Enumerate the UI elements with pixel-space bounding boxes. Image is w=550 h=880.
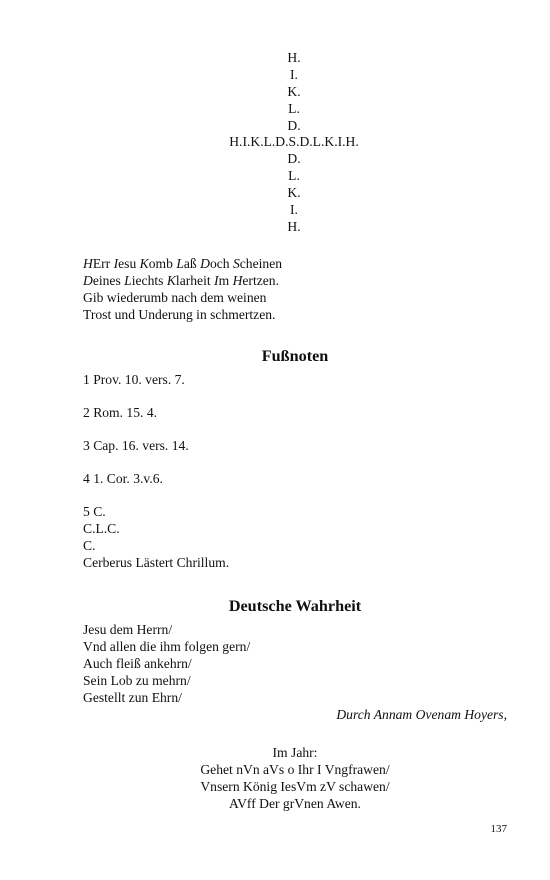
verse-initial: L xyxy=(176,255,184,271)
poem-line: Auch fleiß ankehrn/ xyxy=(83,655,192,671)
verse-line-3: Gib wiederumb nach dem weinen xyxy=(83,289,267,305)
verse-line-4: Trost und Underung in schmertzen. xyxy=(83,306,276,322)
chronogram-line: Vnsern König IesVm zV schawen/ xyxy=(200,778,390,794)
verse-text: larheit xyxy=(175,272,215,288)
footnote-3 xyxy=(83,437,507,454)
verse-text: eines xyxy=(92,272,125,288)
acrostic-line: K. xyxy=(287,185,301,201)
verse-text: Err xyxy=(92,255,114,271)
acrostic-line: L. xyxy=(288,168,300,184)
footnote-text: 1 Prov. 10. vers. 7. xyxy=(83,371,185,387)
acrostic-line: K. xyxy=(287,83,301,99)
footnote-text: 3 Cap. 16. vers. 14. xyxy=(83,437,189,453)
chronogram-line: AVff Der grVnen Awen. xyxy=(229,795,361,811)
poem-line: Jesu dem Herrn/ xyxy=(83,621,173,637)
verse-initial: H xyxy=(232,272,243,288)
footnote-text: 2 Rom. 15. 4. xyxy=(83,404,158,420)
footnote-text: C. xyxy=(83,537,96,553)
footnote-text: C.L.C. xyxy=(83,520,120,536)
verse-line-1 xyxy=(83,255,507,272)
footnotes-heading: Fußnoten xyxy=(261,346,329,365)
footnote-text: 4 1. Cor. 3.v.6. xyxy=(83,470,163,486)
acrostic-line: L. xyxy=(288,100,300,116)
footnote-4 xyxy=(83,470,507,487)
acrostic-figure xyxy=(82,50,506,236)
acrostic-center-line: H.I.K.L.D.S.D.L.K.I.H. xyxy=(229,134,359,150)
verse-initial: I xyxy=(214,272,219,288)
verse-initial: I xyxy=(113,255,119,271)
footnote-text: Cerberus Lästert Chrillum. xyxy=(83,554,230,570)
verse-text: aß xyxy=(183,255,201,271)
chronogram xyxy=(83,744,507,812)
chronogram-line: Im Jahr: xyxy=(272,744,318,760)
footnote-1 xyxy=(83,371,507,388)
verse-text: esu xyxy=(118,255,140,271)
verse-initial: L xyxy=(124,272,132,288)
verse-text: ertzen. xyxy=(242,272,279,288)
chronogram-line: Gehet nVn aVs o Ihr I Vngfrawen/ xyxy=(200,761,390,777)
poem-line: Gestellt zun Ehrn/ xyxy=(83,689,182,705)
acrostic-line: I. xyxy=(290,66,298,82)
verse-text: cheinen xyxy=(239,255,283,271)
footnotes-list xyxy=(83,371,507,571)
verse-text: och xyxy=(209,255,233,271)
verse-stanza xyxy=(83,255,507,323)
page-number: 137 xyxy=(490,823,507,835)
author-signature: Durch Annam Ovenam Hoyers, xyxy=(336,706,507,722)
acrostic-line: H. xyxy=(287,50,301,65)
section-heading: Deutsche Wahrheit xyxy=(228,596,362,615)
verse-initial: K xyxy=(139,255,149,271)
acrostic-line: H. xyxy=(287,218,301,234)
verse-text: m xyxy=(218,272,233,288)
acrostic-line: D. xyxy=(287,151,301,167)
acrostic-line: I. xyxy=(290,202,298,218)
footnote-text: 5 C. xyxy=(83,503,106,519)
poem-lines xyxy=(83,621,507,706)
verse-text: iechts xyxy=(131,272,167,288)
verse-line-2 xyxy=(83,272,507,289)
verse-initial: D xyxy=(83,272,93,288)
page-content xyxy=(83,50,507,812)
verse-initial: S xyxy=(232,255,240,271)
footnote-2 xyxy=(83,404,507,421)
poem-line: Vnd allen die ihm folgen gern/ xyxy=(83,638,251,654)
footnote-5 xyxy=(83,503,507,571)
acrostic-line: D. xyxy=(287,117,301,133)
verse-initial: K xyxy=(166,272,176,288)
verse-initial: D xyxy=(200,255,210,271)
verse-text: omb xyxy=(148,255,177,271)
verse-initial: H xyxy=(83,255,93,271)
poem-line: Sein Lob zu mehrn/ xyxy=(83,672,191,688)
